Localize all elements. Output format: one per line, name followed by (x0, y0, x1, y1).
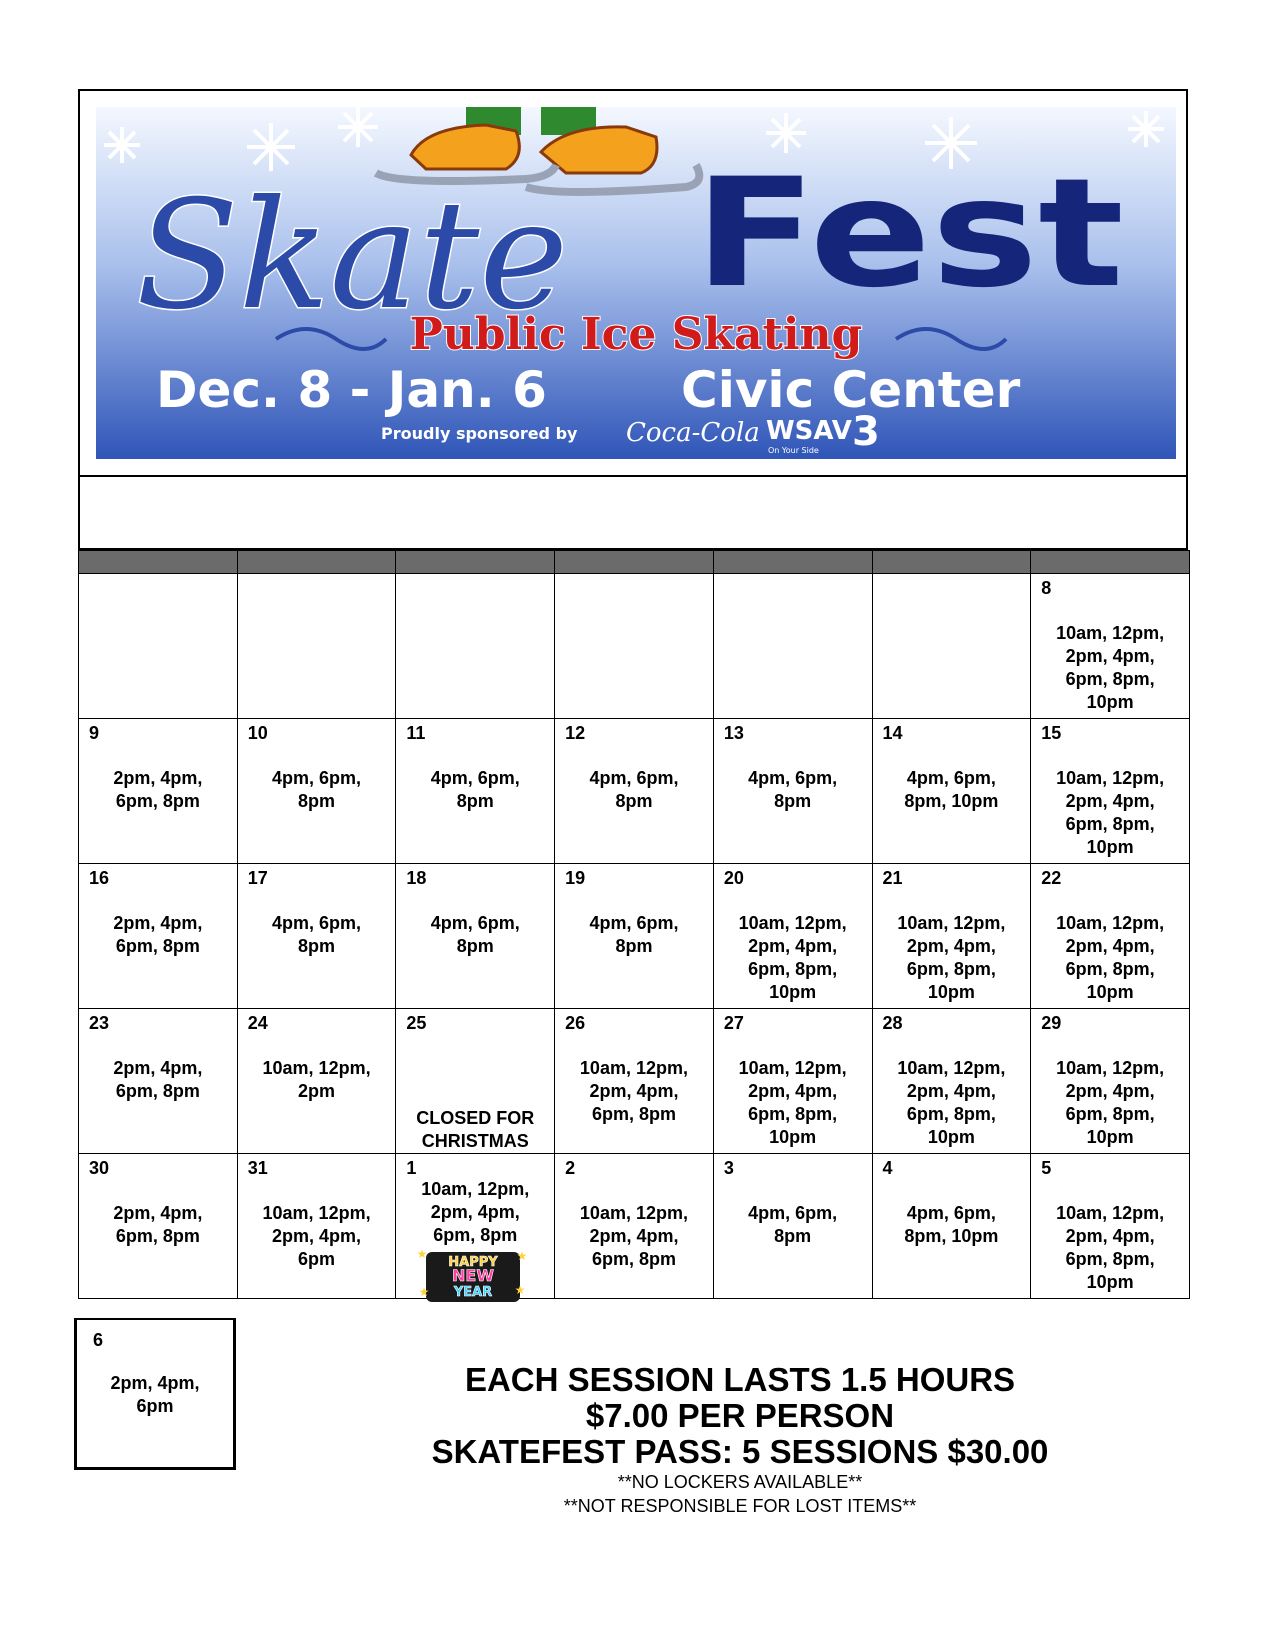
session-times: 10am, 12pm, 2pm, 4pm, 6pm, 8pm, 10pm (1056, 913, 1165, 1002)
day-number: 18 (406, 868, 427, 888)
session-times: 10am, 12pm, 2pm, 4pm, 6pm, 8pm, 10pm (897, 1058, 1006, 1147)
calendar-week-row (79, 1154, 1190, 1299)
skatefest-pass: SKATEFEST PASS: 5 SESSIONS $30.00 (431, 1433, 1049, 1470)
session-times: 4pm, 6pm, 8pm (748, 768, 838, 811)
weekday-header-row (79, 551, 1190, 574)
calendar-day-cell (555, 1154, 714, 1299)
session-times: 10am, 12pm, 2pm, 4pm, 6pm, 8pm, 10pm (738, 1058, 847, 1147)
calendar-day-cell (1031, 1009, 1190, 1154)
session-times: 2pm, 4pm, 6pm, 8pm (113, 768, 203, 811)
calendar-day-cell (555, 1009, 714, 1154)
session-times: 10am, 12pm, 2pm, 4pm, 6pm, 8pm, 10pm (738, 913, 847, 1002)
day-number: 6 (93, 1330, 104, 1350)
pricing-info (240, 1362, 1240, 1518)
calendar-day-cell (872, 719, 1031, 864)
calendar-day-cell (555, 719, 714, 864)
day-number: 8 (1041, 578, 1052, 598)
day-number: 9 (89, 723, 100, 743)
banner-box (78, 89, 1188, 477)
calendar-week-row (79, 719, 1190, 864)
calendar-day-cell (1031, 1154, 1190, 1299)
calendar-day-cell (237, 1009, 396, 1154)
weekday-header-cell (872, 551, 1031, 574)
calendar-day-cell (396, 1154, 555, 1299)
wsav-tagline: On Your Side (768, 446, 819, 455)
session-times: 4pm, 6pm, 8pm (430, 913, 520, 956)
calendar-day-cell (713, 719, 872, 864)
day-number: 24 (247, 1013, 268, 1033)
calendar-day-cell (79, 1009, 238, 1154)
banner-title-script: Skate (136, 169, 569, 343)
calendar-day-cell (237, 864, 396, 1009)
calendar-day-cell (555, 864, 714, 1009)
day-number: 11 (406, 723, 426, 743)
calendar-day-cell (79, 574, 238, 719)
calendar-day-cell (872, 1009, 1031, 1154)
wsav-channel: 3 (852, 409, 880, 455)
session-times: 2pm, 4pm, 6pm (110, 1373, 200, 1416)
calendar-week-row (79, 1009, 1190, 1154)
session-times: 4pm, 6pm, 8pm (748, 1203, 838, 1246)
no-lockers-note: **NO LOCKERS AVAILABLE** (617, 1472, 863, 1492)
closed-notice: CLOSED FOR CHRISTMAS (416, 1108, 535, 1151)
day-number: 16 (89, 868, 110, 888)
session-times: 10am, 12pm, 2pm, 4pm, 6pm, 8pm (579, 1058, 688, 1124)
session-times: 4pm, 6pm, 8pm (430, 768, 520, 811)
calendar-day-cell (713, 1009, 872, 1154)
day-number: 26 (565, 1013, 586, 1033)
calendar-day-6 (74, 1318, 236, 1470)
calendar-day-cell (1031, 574, 1190, 719)
day-number: 30 (89, 1158, 110, 1178)
banner-venue: Civic Center (681, 361, 1021, 419)
calendar-day-cell (872, 574, 1031, 719)
session-times: 4pm, 6pm, 8pm (589, 913, 679, 956)
calendar-day-cell (555, 574, 714, 719)
calendar-day-cell (1031, 864, 1190, 1009)
day-number: 1 (406, 1158, 417, 1178)
happy-new-year-word: HAPPY (448, 1255, 499, 1270)
happy-new-year-word: NEW (452, 1266, 495, 1285)
calendar-day-cell (79, 1154, 238, 1299)
session-times: 10am, 12pm, 2pm, 4pm, 6pm, 8pm (421, 1179, 530, 1245)
day-number: 20 (723, 868, 744, 888)
price-per-person: $7.00 PER PERSON (585, 1397, 895, 1434)
weekday-header-cell (555, 551, 714, 574)
calendar-week-row (79, 864, 1190, 1009)
calendar-day-cell (396, 574, 555, 719)
weekday-header-cell (396, 551, 555, 574)
calendar-day-cell (396, 719, 555, 864)
session-times: 4pm, 6pm, 8pm (272, 913, 362, 956)
day-number: 27 (723, 1013, 744, 1033)
star-icon: ★ (517, 1249, 528, 1263)
day-number: 10 (247, 723, 268, 743)
wsav-logo: WSAV (766, 416, 852, 446)
session-times: 10am, 12pm, 2pm, 4pm, 6pm, 8pm, 10pm (1056, 1058, 1165, 1147)
session-length: EACH SESSION LASTS 1.5 HOURS (464, 1361, 1016, 1398)
session-times: 10am, 12pm, 2pm (262, 1058, 371, 1101)
session-times: 2pm, 4pm, 6pm, 8pm (113, 913, 203, 956)
blank-header-row (78, 475, 1188, 550)
calendar-day-cell (237, 1154, 396, 1299)
session-times: 4pm, 6pm, 8pm, 10pm (904, 768, 999, 811)
calendar-week-row (79, 574, 1190, 719)
day-number: 13 (723, 723, 744, 743)
day-number: 17 (247, 868, 268, 888)
banner-sponsor-text: Proudly sponsored by (381, 424, 578, 443)
calendar-day-cell (396, 864, 555, 1009)
calendar-day-cell (713, 1154, 872, 1299)
day-number: 23 (89, 1013, 110, 1033)
star-icon: ★ (515, 1283, 526, 1297)
session-times: 10am, 12pm, 2pm, 4pm, 6pm, 8pm, 10pm (897, 913, 1006, 1002)
calendar-day-cell (872, 1154, 1031, 1299)
skatefest-banner (96, 107, 1176, 459)
session-times: 10am, 12pm, 2pm, 4pm, 6pm, 8pm (579, 1203, 688, 1269)
session-times: 10am, 12pm, 2pm, 4pm, 6pm, 8pm, 10pm (1056, 1203, 1165, 1292)
day-number: 3 (723, 1158, 734, 1178)
calendar-day-cell (872, 864, 1031, 1009)
session-times: 10am, 12pm, 2pm, 4pm, 6pm (262, 1203, 371, 1269)
calendar-day-cell (713, 574, 872, 719)
day-number: 4 (882, 1158, 893, 1178)
session-times: 2pm, 4pm, 6pm, 8pm (113, 1058, 203, 1101)
day-number: 5 (1041, 1158, 1052, 1178)
session-times: 10am, 12pm, 2pm, 4pm, 6pm, 8pm, 10pm (1056, 768, 1165, 857)
day-number: 31 (247, 1158, 268, 1178)
day-number: 25 (406, 1013, 427, 1033)
day-number: 29 (1041, 1013, 1062, 1033)
weekday-header-cell (237, 551, 396, 574)
session-times: 2pm, 4pm, 6pm, 8pm (113, 1203, 203, 1246)
banner-artwork (96, 107, 1176, 459)
session-times: 10am, 12pm, 2pm, 4pm, 6pm, 8pm, 10pm (1056, 623, 1165, 712)
day-number: 22 (1041, 868, 1062, 888)
day-number: 14 (882, 723, 903, 743)
star-icon: ★ (419, 1285, 430, 1299)
banner-subtitle: Public Ice Skating (409, 309, 863, 360)
happy-new-year-icon (417, 1247, 528, 1304)
calendar-day-cell (79, 719, 238, 864)
banner-title-block: Fest (694, 147, 1124, 321)
calendar-day-cell (713, 864, 872, 1009)
weekday-header-cell (1031, 551, 1190, 574)
session-times: 4pm, 6pm, 8pm, 10pm (904, 1203, 999, 1246)
calendar-day-cell (237, 719, 396, 864)
day-number: 2 (565, 1158, 576, 1178)
day-number: 28 (882, 1013, 903, 1033)
session-times: 4pm, 6pm, 8pm (589, 768, 679, 811)
happy-new-year-word: YEAR (454, 1285, 493, 1300)
weekday-header-cell (79, 551, 238, 574)
coca-cola-logo: Coca-Cola (626, 418, 760, 448)
calendar-day-cell (396, 1009, 555, 1154)
calendar-day-cell (237, 574, 396, 719)
star-icon: ★ (417, 1247, 428, 1261)
day-number: 12 (565, 723, 586, 743)
weekday-header-cell (713, 551, 872, 574)
day-number: 15 (1041, 723, 1062, 743)
lost-items-note: **NOT RESPONSIBLE FOR LOST ITEMS** (563, 1496, 917, 1516)
session-times: 4pm, 6pm, 8pm (272, 768, 362, 811)
schedule-frame (78, 89, 1190, 1325)
day-number: 21 (882, 868, 903, 888)
banner-dates: Dec. 8 - Jan. 6 (156, 361, 547, 419)
calendar-day-cell (1031, 719, 1190, 864)
calendar-day-cell (79, 864, 238, 1009)
calendar-grid (78, 550, 1190, 1299)
day-number: 19 (565, 868, 586, 888)
